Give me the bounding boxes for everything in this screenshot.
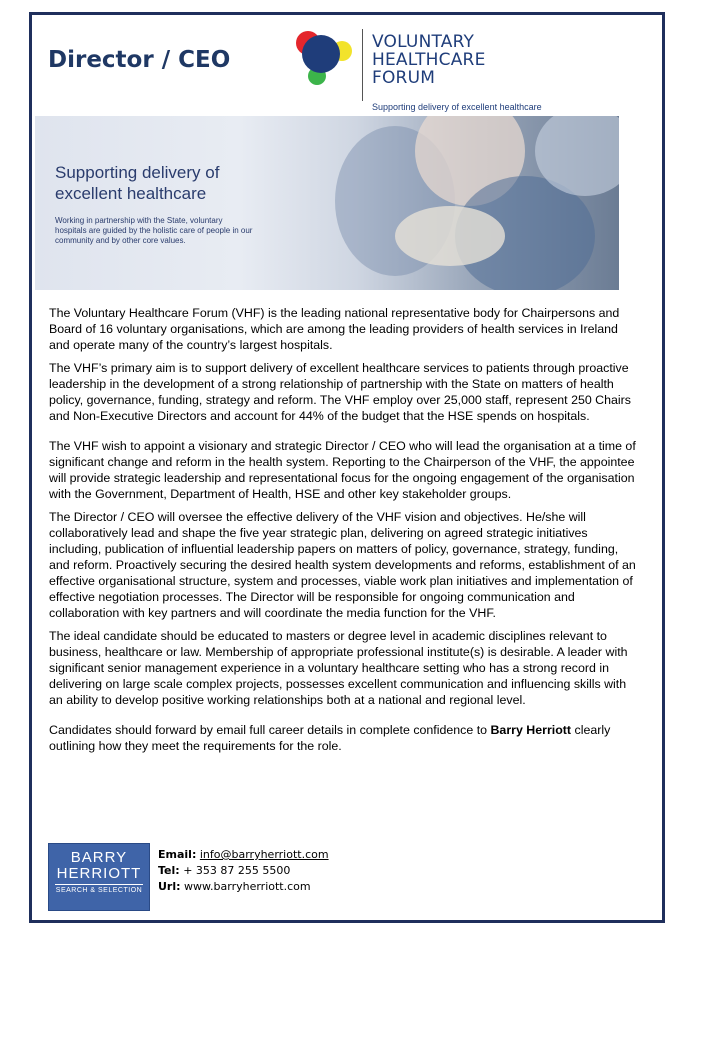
banner-title-line: excellent healthcare bbox=[55, 184, 207, 203]
banner-title-line: Supporting delivery of bbox=[55, 163, 220, 182]
recruiter-name: Barry Herriott bbox=[490, 723, 572, 737]
url-value: www.barryherriott.com bbox=[184, 880, 311, 893]
apply-text: clearly outlining how they meet the requirements for the role. bbox=[49, 723, 611, 753]
paragraph-role: The Director / CEO will oversee the effective delivery of the VHF vision and objectives. He/she will collaboratively lead and shape the five year strategic plan, delivering on agreed strategic initiatives including, publication of influential leadership papers on matters of policy, governance, strategy, funding, and reform. Proactively securing the desired health system developments and reforms, establishment of an effective organisational structure, system and processes, viable work plan initiatives and implementation of effective negotiation processes. The Director will be responsible for ongoing communication and collaboration with key partners and will coordinate the media function for the VHF. bbox=[49, 510, 636, 620]
apply-text: Candidates should forward by email full career details in complete confidence to bbox=[49, 723, 491, 737]
email-link[interactable]: info@barryherriott.com bbox=[199, 848, 329, 861]
contact-tel-row: Tel: + 353 87 255 5500 bbox=[158, 864, 291, 877]
vhf-logo bbox=[292, 25, 552, 112]
url-label: Url bbox=[158, 880, 177, 893]
banner-subtitle: Working in partnership with the State, voluntary hospitals are guided by the holistic care of people in our community and by other core values. bbox=[55, 216, 253, 245]
logo-tagline: Supporting delivery of excellent healthcare bbox=[372, 102, 542, 112]
logo-word-2: HEALTHCARE bbox=[372, 50, 486, 70]
banner-image-shape bbox=[395, 206, 505, 266]
tel-value: + 353 87 255 5500 bbox=[183, 864, 291, 877]
tel-label: Tel bbox=[158, 864, 176, 877]
hero-banner bbox=[35, 116, 619, 290]
logo-word-3: FORUM bbox=[372, 68, 436, 88]
paragraph-appointment: The VHF wish to appoint a visionary and strategic Director / CEO who will lead the organisation at a time of significant change and reform in the health system. Reporting to the Chairperson of the VHF, the appointee will provide strategic leadership and representational focus for the ongoing engagement of the organisation with the Government, Department of Health, HSE and other key stakeholder groups. bbox=[49, 439, 636, 501]
page-title: Director / CEO bbox=[48, 47, 231, 73]
contact-details bbox=[158, 847, 329, 895]
logo-navy-circle bbox=[302, 35, 340, 73]
contact-email-row: Email: info@barryherriott.com bbox=[158, 848, 329, 861]
contact-url-row: Url: www.barryherriott.com bbox=[158, 880, 311, 893]
barry-herriott-logo bbox=[48, 843, 150, 911]
logo-divider bbox=[362, 29, 363, 101]
banner-title bbox=[55, 162, 219, 204]
logo-line: SEARCH & SELECTION bbox=[55, 887, 143, 894]
logo-line: HERRIOTT bbox=[55, 866, 143, 885]
logo-word-1: VOLUNTARY bbox=[372, 32, 475, 52]
paragraph-aim: The VHF’s primary aim is to support delivery of excellent healthcare services to patients through proactive leadership in the development of a strong relationship of partnership with the State on matters of health policy, governance, funding, strategy and reform. The VHF employ over 25,000 staff, represent 250 Chairs and Non-Executive Directors and account for 44% of the budget that the HSE spends on hospitals. bbox=[49, 361, 631, 423]
paragraph-apply bbox=[49, 722, 637, 754]
contact-footer bbox=[48, 843, 648, 913]
paragraph-intro: The Voluntary Healthcare Forum (VHF) is the leading national representative body for Chairpersons and Board of 16 voluntary organisations, which are among the leading providers of health services in Ireland and operate many of the country’s largest hospitals. bbox=[49, 306, 620, 352]
email-label: Email bbox=[158, 848, 192, 861]
advert-body bbox=[49, 305, 637, 761]
paragraph-candidate: The ideal candidate should be educated to masters or degree level in academic disciplines relevant to business, healthcare or law. Membership of appropriate professional institute(s) is desirable. A leader with significant senior management experience in a voluntary healthcare setting who has a strong record in delivering on large scale complex projects, possesses excellent communication and influencing skills with an ability to develop positive working relationships both at a national and regional level. bbox=[49, 629, 628, 707]
logo-line: BARRY bbox=[70, 849, 128, 866]
advert-frame bbox=[29, 12, 665, 923]
